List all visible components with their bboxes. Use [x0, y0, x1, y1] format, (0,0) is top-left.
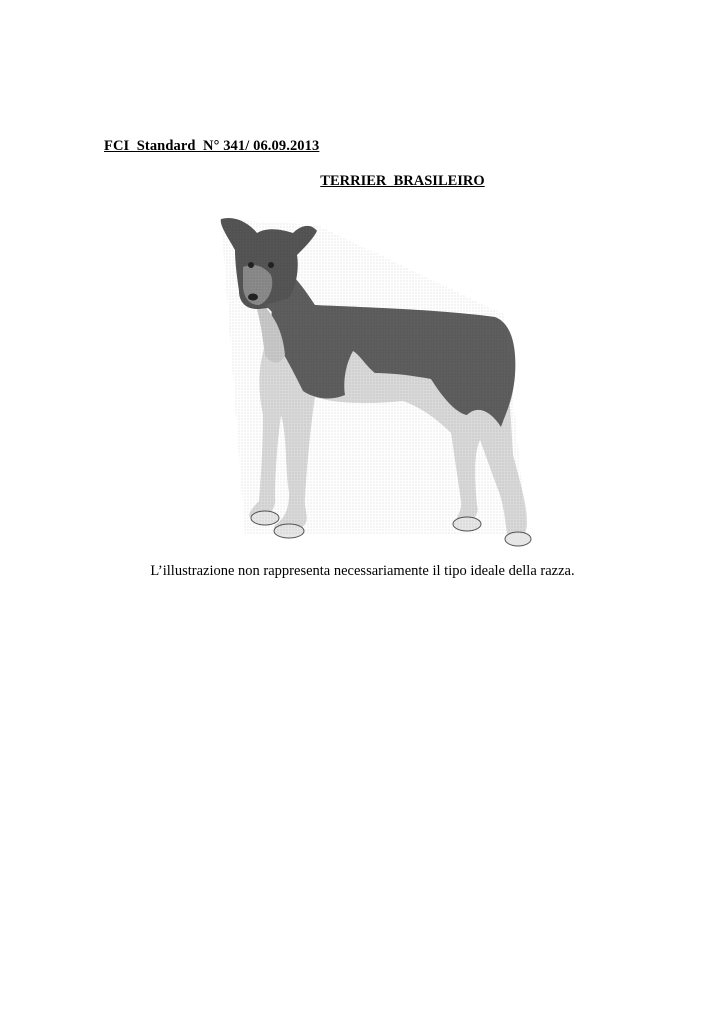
breed-title: TERRIER BRASILEIRO — [320, 173, 485, 189]
illustration-caption: L’illustrazione non rappresenta necessariamente il tipo ideale della razza. — [150, 563, 575, 579]
dog-illustration-svg — [205, 205, 545, 555]
dog-illustration — [205, 205, 545, 555]
standard-reference-heading: FCI Standard N° 341/ 06.09.2013 — [104, 138, 320, 154]
dog-grain-texture — [221, 219, 527, 535]
breed-title-container — [0, 172, 725, 190]
